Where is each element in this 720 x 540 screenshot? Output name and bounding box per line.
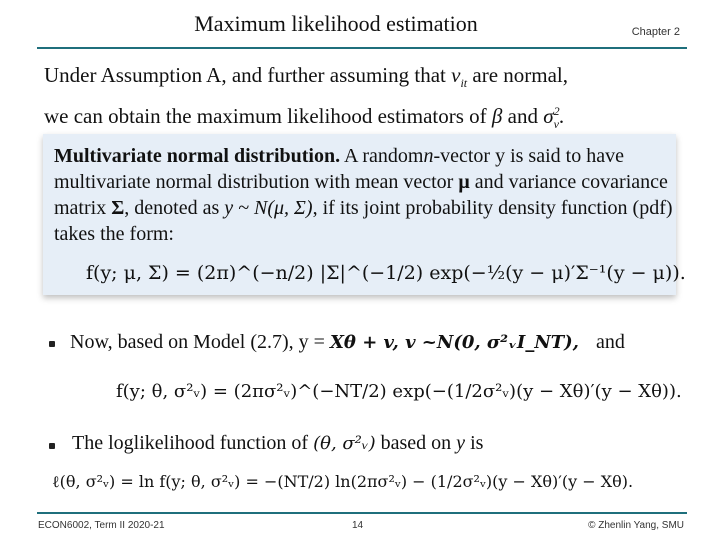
bullet1-and: and bbox=[595, 331, 625, 353]
footer-author: © Zhenlin Yang, SMU bbox=[588, 520, 684, 531]
bullet2-params: (θ, σ²ᵥ) bbox=[313, 433, 376, 454]
definition-notation: y ~ N(μ, Σ) bbox=[224, 197, 313, 219]
definition-term: Multivariate normal distribution. bbox=[54, 145, 341, 167]
definition-text bbox=[54, 143, 674, 247]
loglikelihood-formula: ℓ(θ, σ²ᵥ) = ln f(y; θ, σ²ᵥ) = −(NT/2) ln(2πσ²ᵥ) − (1/2σ²ᵥ)(y − Xθ)′(y − Xθ). bbox=[52, 472, 634, 491]
intro-line1-pre: Under Assumption A, and further assuming that bbox=[44, 63, 446, 87]
bullet1-text: Now, based on Model (2.7), y = bbox=[70, 331, 325, 353]
slide-title: Maximum likelihood estimation bbox=[194, 11, 478, 36]
definition-body1: A random bbox=[344, 145, 424, 167]
bullet2-text-mid: based on bbox=[380, 432, 452, 454]
chapter-label: Chapter 2 bbox=[631, 26, 680, 38]
definition-sigma: Σ bbox=[111, 197, 125, 219]
intro-end: . bbox=[558, 104, 565, 129]
bullet1-line bbox=[70, 331, 625, 354]
definition-body4: , denoted as bbox=[124, 197, 220, 219]
footer-page-number: 14 bbox=[352, 520, 364, 531]
intro-line1-post: are normal, bbox=[472, 63, 568, 87]
definition-body5: , if its joint probability density function (pdf) takes the form: bbox=[54, 197, 673, 245]
pdf-formula: f(y; μ, Σ) = (2π)^(−n/2) |Σ|^(−1/2) exp(−½(y − μ)′Σ⁻¹(y − μ)). bbox=[86, 262, 686, 284]
definition-mu: μ bbox=[458, 171, 470, 193]
intro-sigma: $\sigma^2_v$ bbox=[543, 104, 560, 132]
footer-course: ECON6002, Term II 2020-21 bbox=[38, 520, 165, 531]
bullet2-y: y bbox=[456, 432, 466, 454]
bullet-marker-1 bbox=[49, 341, 55, 347]
bullet2-text-post: is bbox=[470, 432, 484, 454]
intro-paragraph bbox=[44, 61, 684, 138]
definition-body2: -vector y is said to have multivariate normal distribution with mean vector bbox=[54, 145, 624, 193]
definition-n: n bbox=[423, 145, 434, 167]
bullet-marker-2 bbox=[49, 443, 55, 449]
intro-var-v: $v_{it}$ bbox=[451, 63, 468, 91]
bullet2-line bbox=[72, 432, 483, 455]
intro-beta: β bbox=[491, 104, 503, 129]
header-rule bbox=[37, 47, 687, 49]
bullet1-model: Xθ + v, v ~N(0, σ²ᵥI_NT), bbox=[329, 332, 579, 353]
intro-line2-pre: we can obtain the maximum likelihood estimators of bbox=[44, 104, 487, 129]
bullet2-text-pre: The loglikelihood function of bbox=[72, 432, 309, 454]
footer-rule bbox=[37, 512, 687, 514]
likelihood-formula: f(y; θ, σ²ᵥ) = (2πσ²ᵥ)^(−NT/2) exp(−(1/2σ²ᵥ)(y − Xθ)′(y − Xθ)). bbox=[116, 381, 682, 402]
definition-body3: and variance covariance matrix bbox=[54, 171, 668, 219]
intro-and: and bbox=[507, 104, 538, 129]
